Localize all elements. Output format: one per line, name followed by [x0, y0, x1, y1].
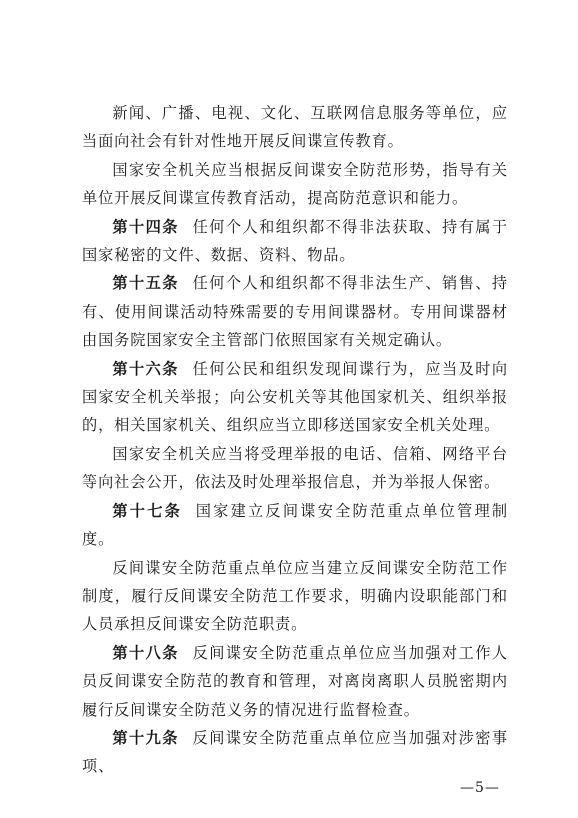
paragraph-text: 反间谍安全防范重点单位应当加强对工作人员反间谍安全防范的教育和管理，对离岗离职人员脱密期内履行反间谍安全防范义务的情况进行监督检查。 [82, 643, 508, 719]
article-19 [82, 724, 508, 781]
paragraph-text: 国家建立反间谍安全防范重点单位管理制度。 [82, 501, 508, 549]
paragraph-text: 国家安全机关应当将受理举报的电话、信箱、网络平台等向社会公开，依法及时处理举报信息，并为举报人保密。 [82, 444, 508, 492]
body-text [82, 99, 508, 781]
article-number: 第十八条 [112, 643, 179, 662]
paragraph-text: 任何个人和组织都不得非法生产、销售、持有、使用间谍活动特殊需要的专用间谍器材。专用间谍器材由国务院国家安全主管部门依照国家有关规定确认。 [82, 274, 508, 350]
article-15 [82, 269, 508, 354]
paragraph-6 [82, 440, 508, 497]
paragraph-1 [82, 99, 508, 156]
paragraph-text: 反间谍安全防范重点单位应当建立反间谍安全防范工作制度，履行反间谍安全防范工作要求，明确内设职能部门和人员承担反间谍安全防范职责。 [82, 558, 508, 634]
paragraph-text: 国家安全机关应当根据反间谍安全防范形势，指导有关单位开展反间谍宣传教育活动，提高防范意识和能力。 [82, 160, 508, 208]
article-18 [82, 639, 508, 724]
paragraph-text: 新闻、广播、电视、文化、互联网信息服务等单位，应当面向社会有针对性地开展反间谍宣传教育。 [82, 104, 508, 151]
paragraph-text: 任何个人和组织都不得非法获取、持有属于国家秘密的文件、数据、资料、物品。 [82, 217, 508, 265]
article-number: 第十七条 [112, 501, 183, 520]
article-number: 第十六条 [112, 359, 179, 378]
article-number: 第十九条 [112, 728, 179, 747]
paragraph-text: 任何公民和组织发现间谍行为，应当及时向国家安全机关举报；向公安机关等其他国家机关、组织举报的，相关国家机关、组织应当立即移送国家安全机关处理。 [82, 359, 508, 435]
article-number: 第十五条 [112, 274, 179, 293]
article-17 [82, 497, 508, 554]
article-14 [82, 213, 508, 270]
article-number: 第十四条 [112, 217, 179, 236]
page-number: —5— [460, 780, 500, 796]
article-16 [82, 355, 508, 440]
paragraph-2 [82, 156, 508, 213]
paragraph-text: 反间谍安全防范重点单位应当加强对涉密事项、 [82, 728, 508, 776]
paragraph-8 [82, 554, 508, 639]
